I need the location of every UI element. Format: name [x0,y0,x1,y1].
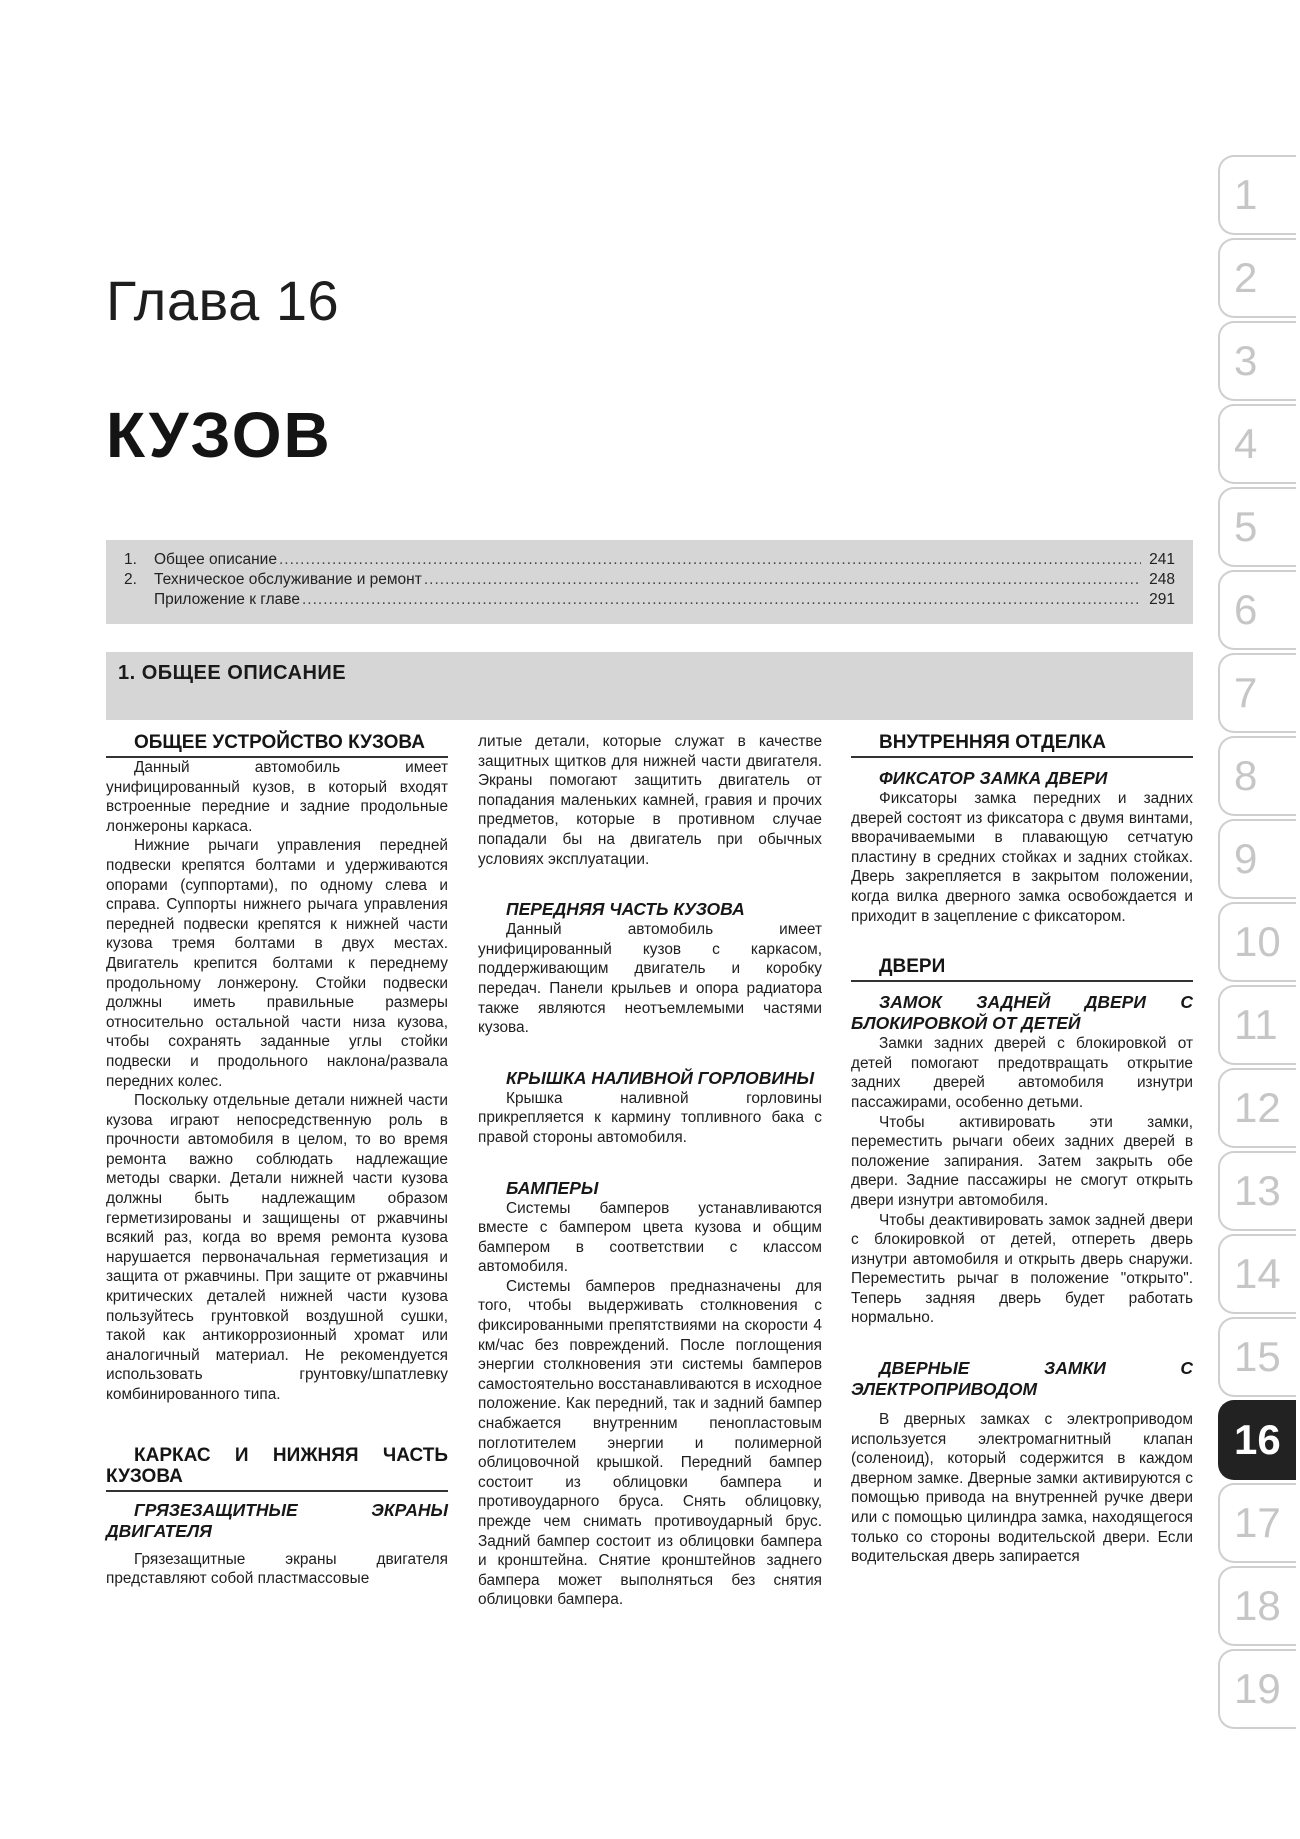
subsection-heading: КРЫШКА НАЛИВНОЙ ГОРЛОВИНЫ [506,1067,815,1088]
paragraph: Крышка наливной горловины прикрепляется к кармину топливного бака с правой стороны автомобиля. [478,1089,822,1146]
toc-number: 1. [124,551,137,568]
chapter-tabs [1218,155,1300,1732]
chapter-tab-18[interactable]: 18 [1218,1566,1296,1646]
paragraph: Чтобы деактивировать замок задней двери с блокировкой от детей, отпереть дверь изнутри автомобиля и открыть дверь снаружи. Переместить рычаг в положение "открыто". Теперь задняя дверь будет работать нормально. [851,1211,1193,1327]
paragraph: Чтобы активировать эти замки, переместить рычаги обеих задних дверей в положение запирания. Затем закрыть обе двери. Задние пассажиры не смогут открыть двери изнутри автомобиля. [851,1113,1193,1209]
toc-title: Общее описание [154,551,277,568]
chapter-tab-1[interactable]: 1 [1218,155,1296,235]
paragraph: Данный автомобиль имеет унифицированный кузов, в который входят встроенные передние и задние продольные лонжероны каркаса. [106,759,448,835]
table-of-contents [106,540,1193,624]
toc-row[interactable] [118,570,1175,590]
toc-title: Техническое обслуживание и ремонт [154,571,422,588]
paragraph: В дверных замках с электроприводом используется электромагнитный клапан (соленоид), который содержится в каждом дверном замке. Дверные замки активируются с помощью привода на внутренней ручке двери или с помощью цилиндра замка, находящегося только со стороны водительской двери. Если водительская дверь запирается [851,1411,1193,1566]
chapter-tab-3[interactable]: 3 [1218,321,1296,401]
chapter-tab-4[interactable]: 4 [1218,404,1296,484]
paragraph: Грязезащитные экраны двигателя представляют собой пластмассовые [106,1550,448,1588]
chapter-tab-15[interactable]: 15 [1218,1317,1296,1397]
toc-number: 2. [124,571,137,588]
subsection-heading: ФИКСАТОР ЗАМКА ДВЕРИ [879,768,1108,788]
chapter-tab-11[interactable]: 11 [1218,985,1296,1065]
paragraph: Данный автомобиль имеет унифицированный кузов с каркасом, поддерживающим двигатель и коробку передач. Панели крыльев и опора радиатора также являются неотъемлемыми частями кузова. [478,921,822,1037]
subsection-heading: ДВЕРНЫЕ ЗАМКИ С ЭЛЕКТРОПРИВОДОМ [851,1358,1193,1400]
text-column-2 [478,732,822,1610]
chapter-label: Глава 16 [106,269,340,332]
section-title: 1. ОБЩЕЕ ОПИСАНИЕ [118,662,347,684]
text-column-1 [106,732,448,1589]
toc-page: 291 [1149,591,1175,608]
section-header [106,652,1193,720]
section-heading: КАРКАС И НИЖНЯЯ ЧАСТЬ КУЗОВА [106,1445,448,1492]
chapter-tab-14[interactable]: 14 [1218,1234,1296,1314]
paragraph: Фиксаторы замка передних и задних дверей состоят из фиксатора с двумя винтами, вворачиваемыми в плавающую сетчатую пластину в средних стойках и задних стойках. Дверь закрепляется в закрытом положении, когда вилка дверного замка освобождается и приходит в зацепление с фиксатором. [851,790,1193,925]
chapter-tab-19[interactable]: 19 [1218,1649,1296,1729]
subsection-heading: ПЕРЕДНЯЯ ЧАСТЬ КУЗОВА [506,899,745,920]
chapter-tab-6[interactable]: 6 [1218,570,1296,650]
chapter-tab-9[interactable]: 9 [1218,819,1296,899]
chapter-tab-10[interactable]: 10 [1218,902,1296,982]
chapter-tab-17[interactable]: 17 [1218,1483,1296,1563]
paragraph: Системы бамперов устанавливаются вместе с бампером цвета кузова и общим бампером в соответствии с классом автомобиля. [478,1199,822,1276]
chapter-title: КУЗОВ [106,399,332,471]
text-column-3 [851,732,1193,1567]
chapter-tab-2[interactable]: 2 [1218,238,1296,318]
chapter-tab-5[interactable]: 5 [1218,487,1296,567]
toc-leader [302,590,1141,610]
chapter-tab-8[interactable]: 8 [1218,736,1296,816]
chapter-tab-7[interactable]: 7 [1218,653,1296,733]
paragraph: Поскольку отдельные детали нижней части кузова играют непосредственную роль в прочности автомобиля в целом, то во время ремонта важно соблюдать надлежащие методы сварки. Детали нижней части кузова должны быть надлежащим образом герметизированы и защищены от ржавчины всякий раз, когда во время ремонта кузова нарушается первоначальная герметизация и защита от ржавчины. При защите от ржавчины критических деталей нижней части кузова пользуйтесь грунтовкой воздушной сушки, такой как антикоррозионный хромат или аналогичный материал. Не рекомендуется использовать грунтовку/шпатлевку комбинированного типа. [106,1092,448,1403]
paragraph: литые детали, которые служат в качестве защитных щитков для нижней части двигателя. Экраны помогают защитить двигатель от попадания маленьких камней, гравия и прочих предметов, которые в противном случае попадали бы на двигатель при обычных условиях эксплуатации. [478,733,822,868]
toc-row[interactable] [118,590,1175,610]
toc-leader [279,550,1141,570]
subsection-heading: ЗАМОК ЗАДНЕЙ ДВЕРИ С БЛОКИРОВКОЙ ОТ ДЕТЕЙ [851,992,1193,1034]
section-heading: ВНУТРЕННЯЯ ОТДЕЛКА [851,732,1193,758]
toc-row[interactable] [118,550,1175,570]
section-heading: ДВЕРИ [851,956,1193,982]
paragraph: Нижние рычаги управления передней подвески крепятся болтами и удерживаются опорами (суппортами), по одному слева и справа. Суппорты нижнего рычага управления передней подвески крепятся к нижней части кузова тремя болтами в двух местах. Двигатель крепится болтами к переднему продольному лонжерону. Стойки подвески должны иметь правильные размеры относительно остальной части низа кузова, чтобы сохранять заданные углы стойки подвески и продольного наклона/развала передних колес. [106,837,448,1090]
chapter-tab-13[interactable]: 13 [1218,1151,1296,1231]
section-heading: ОБЩЕЕ УСТРОЙСТВО КУЗОВА [106,732,448,758]
toc-leader [424,570,1141,590]
chapter-tab-16[interactable]: 16 [1218,1400,1296,1480]
paragraph: Замки задних дверей с блокировкой от детей помогают предотвращать открытие задних дверей автомобиля изнутри пассажирами, особенно детьми. [851,1035,1193,1111]
subsection-heading: ГРЯЗЕЗАЩИТНЫЕ ЭКРАНЫ ДВИГАТЕЛЯ [106,1499,448,1541]
paragraph: Системы бамперов предназначены для того, чтобы выдерживать столкновения с фиксированными препятствиями на скорости 4 км/час без повреждений. После поглощения энергии столкновения эти системы бамперов самостоятельно восстанавливаются в исходное положение. Как передний, так и задний бампер снабжается внутренним пенопластовым поглотителем энергии и полимерной облицовочной крышкой. Передний бампер состоит из облицовки бампера и противоударного бруса. Снять облицовку, прежде чем снимать противоударный брус. Задний бампер состоит из облицовки бампера и кронштейна. Снятие кронштейнов заднего бампера может выполняться без снятия облицовки бампера. [478,1277,823,1609]
toc-page: 241 [1149,551,1175,568]
chapter-tab-12[interactable]: 12 [1218,1068,1296,1148]
subsection-heading: БАМПЕРЫ [506,1177,599,1198]
toc-page: 248 [1149,571,1175,588]
toc-title: Приложение к главе [154,591,300,608]
